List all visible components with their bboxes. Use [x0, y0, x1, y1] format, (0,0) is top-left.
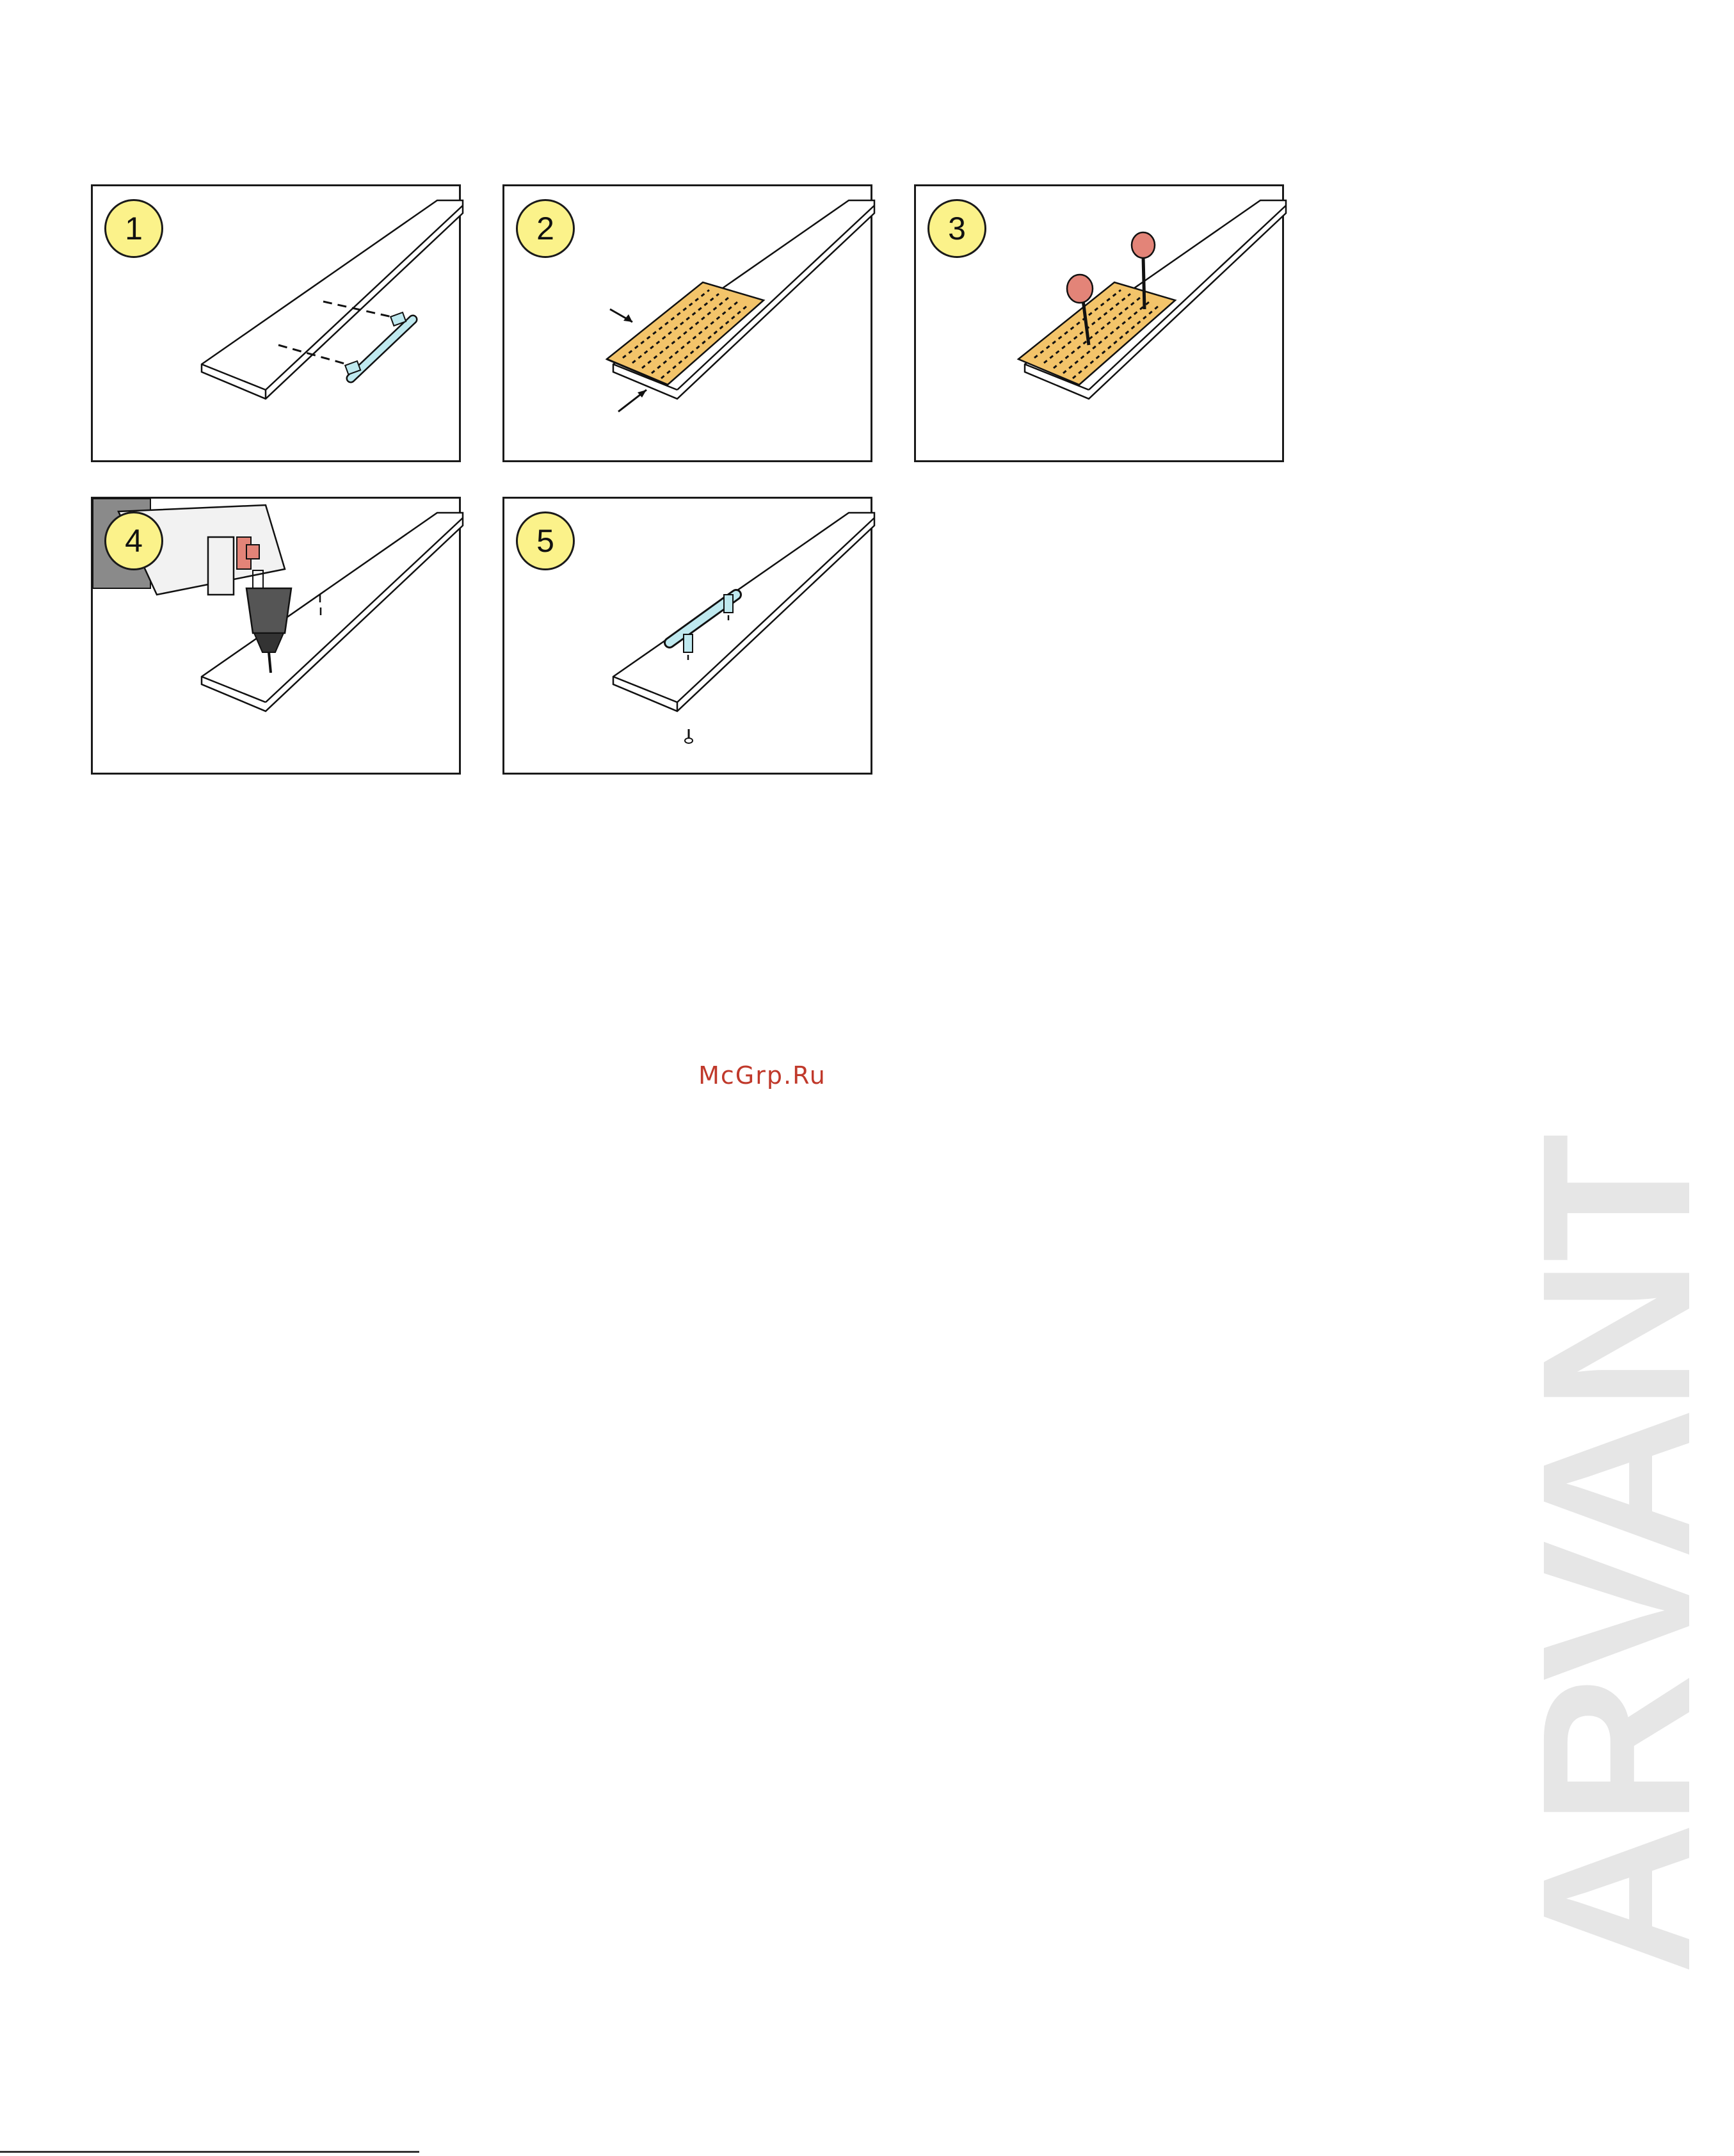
step-3-badge: 3 — [927, 199, 986, 258]
step-1-panel — [91, 184, 461, 462]
brand-logo: ARVANT — [1498, 1137, 1734, 1975]
step-4-badge: 4 — [104, 511, 163, 570]
step-4-panel — [91, 497, 461, 775]
footer-divider — [0, 2151, 419, 2153]
step-2-badge: 2 — [516, 199, 575, 258]
step-1-badge: 1 — [104, 199, 163, 258]
step-2-panel — [502, 184, 872, 462]
step-3-panel — [914, 184, 1284, 462]
step-5-panel — [502, 497, 872, 775]
watermark: McGrp.Ru — [698, 1061, 826, 1090]
step-5-badge: 5 — [516, 511, 575, 570]
